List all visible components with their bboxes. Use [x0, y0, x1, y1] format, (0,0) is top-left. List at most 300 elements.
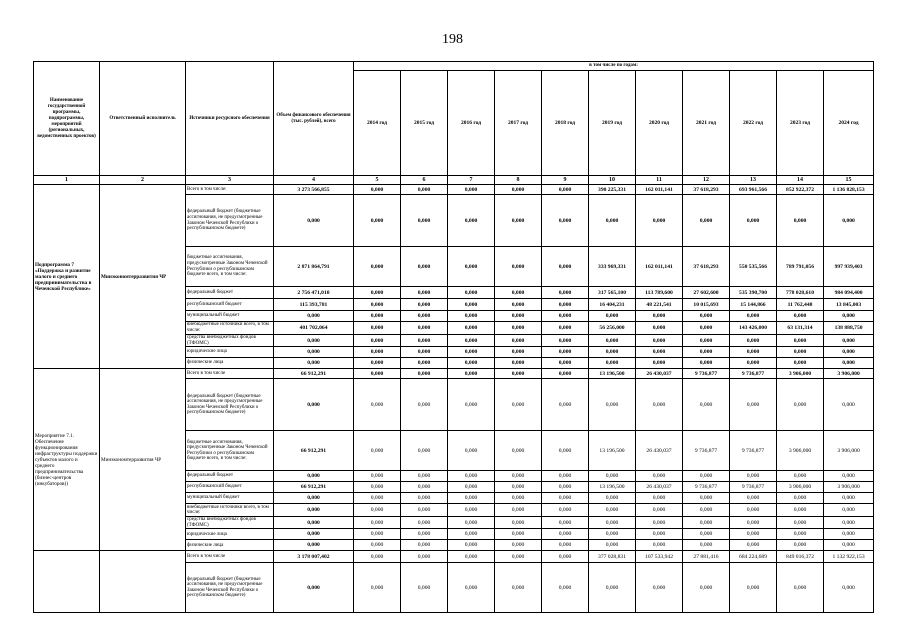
year-value: 0,000	[354, 482, 401, 493]
year-value: 0,000	[777, 471, 824, 482]
year-value: 0,000	[354, 563, 401, 613]
funding-source: физические лица	[186, 358, 274, 369]
year-value: 13 196,500	[589, 482, 636, 493]
table-row	[34, 369, 874, 379]
year-value: 0,000	[495, 185, 542, 195]
funding-source: федеральный бюджет (бюджетные ассигнования, не предусмотренные Законом Чеченской Республики о республиканском бюджете)	[186, 563, 274, 613]
year-value: 138 888,750	[824, 322, 874, 335]
year-value: 48 221,541	[636, 299, 683, 311]
year-value: 0,000	[354, 551, 401, 563]
year-value: 0,000	[542, 493, 589, 504]
year-value: 0,000	[542, 504, 589, 517]
year-value: 0,000	[730, 540, 777, 551]
funding-source: бюджетные ассигнования, предусмотренные Законом Чеченской Республики о республиканском бюджете всего, в том числе:	[186, 431, 274, 471]
year-value: 0,000	[589, 529, 636, 540]
year-value: 13 196,500	[589, 431, 636, 471]
year-value: 3 906,000	[777, 431, 824, 471]
funding-source: федеральный бюджет	[186, 287, 274, 299]
year-value: 0,000	[589, 195, 636, 247]
year-value: 0,000	[730, 471, 777, 482]
funding-source: внебюджетные источники всего, в том числе:	[186, 322, 274, 335]
year-value: 0,000	[589, 379, 636, 431]
year-value: 0,000	[683, 504, 730, 517]
budget-table	[33, 61, 874, 613]
total-value: 0,000	[274, 563, 354, 613]
year-value: 0,000	[495, 540, 542, 551]
year-value: 0,000	[448, 493, 495, 504]
year-value: 107 533,942	[636, 551, 683, 563]
year-value: 0,000	[683, 517, 730, 529]
year-value: 0,000	[683, 471, 730, 482]
year-value: 9 736,877	[683, 369, 730, 379]
year-value: 3 906,000	[824, 369, 874, 379]
year-value: 0,000	[777, 563, 824, 613]
year-value: 9 736,877	[683, 482, 730, 493]
year-value: 0,000	[401, 322, 448, 335]
year-value: 0,000	[730, 563, 777, 613]
funding-source: физические лица	[186, 540, 274, 551]
year-value: 0,000	[495, 358, 542, 369]
year-value: 0,000	[448, 347, 495, 358]
total-value: 0,000	[274, 195, 354, 247]
total-value: 0,000	[274, 504, 354, 517]
column-index: 13	[730, 176, 777, 185]
year-value: 0,000	[542, 247, 589, 287]
year-value: 26 430,037	[636, 482, 683, 493]
year-value: 0,000	[683, 563, 730, 613]
year-value: 0,000	[683, 379, 730, 431]
year-value: 0,000	[824, 529, 874, 540]
total-value: 2 756 471,010	[274, 287, 354, 299]
year-value: 0,000	[683, 311, 730, 322]
total-value: 0,000	[274, 517, 354, 529]
year-value: 0,000	[401, 471, 448, 482]
year-value: 0,000	[354, 493, 401, 504]
year-value: 778 028,610	[777, 287, 824, 299]
year-value: 9 736,877	[683, 431, 730, 471]
total-value: 2 871 864,791	[274, 247, 354, 287]
year-value: 0,000	[824, 504, 874, 517]
funding-source: муниципальный бюджет	[186, 493, 274, 504]
year-value: 0,000	[777, 504, 824, 517]
year-value: 0,000	[542, 347, 589, 358]
year-value: 684 224,689	[730, 551, 777, 563]
year-value: 0,000	[636, 322, 683, 335]
year-value: 0,000	[448, 369, 495, 379]
year-value: 0,000	[542, 471, 589, 482]
year-value: 0,000	[495, 247, 542, 287]
year-value: 0,000	[401, 517, 448, 529]
year-value: 0,000	[777, 540, 824, 551]
year-value: 333 969,331	[589, 247, 636, 287]
year-value: 0,000	[542, 563, 589, 613]
header-year: 2017 год	[495, 71, 542, 176]
year-value: 0,000	[495, 551, 542, 563]
total-value: 0,000	[274, 335, 354, 347]
year-value: 0,000	[354, 195, 401, 247]
total-value: 66 912,291	[274, 369, 354, 379]
year-value: 0,000	[730, 493, 777, 504]
year-value: 0,000	[354, 335, 401, 347]
year-value: 0,000	[824, 195, 874, 247]
year-value: 0,000	[495, 322, 542, 335]
year-value: 0,000	[683, 335, 730, 347]
year-value: 0,000	[448, 471, 495, 482]
year-value: 0,000	[636, 358, 683, 369]
year-value: 13 845,003	[824, 299, 874, 311]
year-value: 0,000	[589, 517, 636, 529]
year-value: 0,000	[401, 335, 448, 347]
year-value: 0,000	[448, 185, 495, 195]
year-value: 0,000	[542, 311, 589, 322]
year-value: 0,000	[448, 322, 495, 335]
year-value: 0,000	[542, 322, 589, 335]
year-value: 0,000	[589, 311, 636, 322]
year-value: 849 016,372	[777, 551, 824, 563]
year-value: 0,000	[636, 471, 683, 482]
year-value: 0,000	[401, 369, 448, 379]
year-value: 0,000	[589, 493, 636, 504]
year-value: 0,000	[448, 517, 495, 529]
header-year: 2016 год	[448, 71, 495, 176]
year-value: 0,000	[354, 185, 401, 195]
funding-source: Всего в том числе	[186, 551, 274, 563]
year-value: 9 736,877	[730, 369, 777, 379]
year-value: 1 132 922,153	[824, 551, 874, 563]
year-value: 0,000	[354, 347, 401, 358]
year-value: 26 430,037	[636, 431, 683, 471]
year-value: 0,000	[354, 471, 401, 482]
year-value: 0,000	[777, 529, 824, 540]
column-index: 15	[824, 176, 874, 185]
column-index: 12	[683, 176, 730, 185]
year-value: 0,000	[354, 517, 401, 529]
year-value: 0,000	[354, 431, 401, 471]
table-header	[34, 62, 874, 185]
year-value: 0,000	[542, 335, 589, 347]
column-index: 1	[34, 176, 100, 185]
year-value: 0,000	[636, 529, 683, 540]
year-value: 0,000	[542, 299, 589, 311]
year-value: 0,000	[401, 379, 448, 431]
column-index: 4	[274, 176, 354, 185]
year-value: 0,000	[636, 563, 683, 613]
year-value: 0,000	[683, 195, 730, 247]
column-index: 14	[777, 176, 824, 185]
year-value: 0,000	[824, 471, 874, 482]
year-value: 9 736,877	[730, 431, 777, 471]
year-value: 0,000	[542, 369, 589, 379]
year-value: 3 906,000	[777, 369, 824, 379]
year-value: 63 131,314	[777, 322, 824, 335]
year-value: 0,000	[448, 311, 495, 322]
year-value: 0,000	[495, 563, 542, 613]
header-total: Объем финансового обеспечения (тыс. рублей), всего	[274, 62, 354, 176]
year-value: 693 961,566	[730, 185, 777, 195]
year-value: 13 196,500	[589, 369, 636, 379]
header-year: 2022 год	[730, 71, 777, 176]
year-value: 0,000	[824, 311, 874, 322]
year-value: 0,000	[354, 529, 401, 540]
year-value: 0,000	[448, 299, 495, 311]
year-value: 390 225,331	[589, 185, 636, 195]
header-year: 2015 год	[401, 71, 448, 176]
year-value: 0,000	[777, 517, 824, 529]
year-value: 162 011,141	[636, 247, 683, 287]
header-year: 2023 год	[777, 71, 824, 176]
header-years-group: в том числе по годам:	[354, 62, 874, 71]
year-value: 0,000	[401, 504, 448, 517]
year-value: 0,000	[401, 299, 448, 311]
funding-source: республиканский бюджет	[186, 299, 274, 311]
year-value: 0,000	[448, 287, 495, 299]
year-value: 0,000	[824, 335, 874, 347]
year-value: 162 011,141	[636, 185, 683, 195]
year-value: 10 015,693	[683, 299, 730, 311]
funding-source: республиканский бюджет	[186, 482, 274, 493]
year-value: 997 939,403	[824, 247, 874, 287]
year-value: 0,000	[777, 493, 824, 504]
year-value: 0,000	[542, 358, 589, 369]
year-value: 0,000	[730, 335, 777, 347]
year-value: 0,000	[495, 379, 542, 431]
total-value: 0,000	[274, 358, 354, 369]
program-name	[34, 551, 100, 613]
year-value: 0,000	[448, 335, 495, 347]
year-value: 0,000	[448, 504, 495, 517]
year-value: 0,000	[636, 335, 683, 347]
year-value: 0,000	[777, 347, 824, 358]
funding-source: Всего в том числе:	[186, 185, 274, 195]
year-value: 0,000	[636, 195, 683, 247]
header-executor: Ответственный исполнитель	[100, 62, 186, 176]
total-value: 115 393,781	[274, 299, 354, 311]
total-value: 0,000	[274, 540, 354, 551]
year-value: 0,000	[636, 517, 683, 529]
total-value: 0,000	[274, 493, 354, 504]
funding-source: средства внебюджетных фондов (ТФОМС)	[186, 335, 274, 347]
year-value: 0,000	[589, 540, 636, 551]
year-value: 3 906,000	[824, 431, 874, 471]
year-value: 0,000	[401, 431, 448, 471]
year-value: 0,000	[542, 431, 589, 471]
year-value: 0,000	[495, 493, 542, 504]
funding-source: федеральный бюджет (бюджетные ассигнования, не предусмотренные Законом Чеченской Республики о республиканском бюджете)	[186, 195, 274, 247]
year-value: 0,000	[824, 563, 874, 613]
header-program: Наименование государственной программы, подпрограммы, мероприятий (региональных, ведомственных проектов)	[34, 62, 100, 176]
year-value: 0,000	[636, 311, 683, 322]
header-year: 2019 год	[589, 71, 636, 176]
year-value: 0,000	[401, 551, 448, 563]
column-index: 11	[636, 176, 683, 185]
year-value: 0,000	[777, 379, 824, 431]
column-index: 7	[448, 176, 495, 185]
year-value: 0,000	[354, 299, 401, 311]
year-value: 0,000	[777, 195, 824, 247]
year-value: 37 618,293	[683, 185, 730, 195]
funding-source: юридические лица	[186, 347, 274, 358]
year-value: 0,000	[589, 335, 636, 347]
total-value: 3 178 007,402	[274, 551, 354, 563]
header-year: 2018 год	[542, 71, 589, 176]
year-value: 0,000	[683, 540, 730, 551]
executor-name: Минэкономтерразвития ЧР	[100, 185, 186, 369]
year-value: 0,000	[495, 431, 542, 471]
total-value: 0,000	[274, 379, 354, 431]
year-value: 0,000	[636, 379, 683, 431]
year-value: 0,000	[683, 529, 730, 540]
year-value: 0,000	[683, 322, 730, 335]
year-value: 0,000	[683, 347, 730, 358]
total-value: 0,000	[274, 471, 354, 482]
year-value: 0,000	[777, 311, 824, 322]
year-value: 789 791,056	[777, 247, 824, 287]
year-value: 0,000	[448, 563, 495, 613]
executor-name: Минэкономтерразвития ЧР	[100, 369, 186, 551]
year-value: 3 906,000	[777, 482, 824, 493]
year-value: 0,000	[636, 493, 683, 504]
column-index: 8	[495, 176, 542, 185]
year-value: 0,000	[448, 379, 495, 431]
table-row	[34, 185, 874, 195]
year-value: 0,000	[448, 529, 495, 540]
year-value: 317 565,100	[589, 287, 636, 299]
year-value: 0,000	[730, 504, 777, 517]
year-value: 0,000	[589, 504, 636, 517]
funding-source: бюджетные ассигнования, предусмотренные Законом Чеченской Республики о республиканском бюджете всего, в том числе:	[186, 247, 274, 287]
column-index: 3	[186, 176, 274, 185]
year-value: 0,000	[730, 358, 777, 369]
year-value: 0,000	[401, 247, 448, 287]
total-value: 66 912,291	[274, 482, 354, 493]
year-value: 0,000	[401, 493, 448, 504]
total-value: 0,000	[274, 529, 354, 540]
total-value: 66 912,291	[274, 431, 354, 471]
year-value: 15 144,866	[730, 299, 777, 311]
year-value: 0,000	[495, 529, 542, 540]
year-value: 0,000	[495, 482, 542, 493]
year-value: 0,000	[354, 369, 401, 379]
year-value: 0,000	[730, 347, 777, 358]
year-value: 0,000	[495, 504, 542, 517]
funding-source: федеральный бюджет	[186, 471, 274, 482]
total-value: 0,000	[274, 311, 354, 322]
funding-source: средства внебюджетных фондов (ТФОМС)	[186, 517, 274, 529]
year-value: 0,000	[495, 311, 542, 322]
year-value: 0,000	[683, 493, 730, 504]
year-value: 535 390,700	[730, 287, 777, 299]
year-value: 0,000	[401, 185, 448, 195]
year-value: 0,000	[401, 195, 448, 247]
column-index: 10	[589, 176, 636, 185]
year-value: 0,000	[824, 379, 874, 431]
year-value: 0,000	[542, 185, 589, 195]
funding-source: Всего в том числе	[186, 369, 274, 379]
year-value: 0,000	[636, 347, 683, 358]
year-value: 0,000	[354, 358, 401, 369]
program-name: Подпрограмма 7 «Поддержка и развитие малого и среднего предпринимательства в Чеченской Республике»	[34, 185, 100, 369]
year-value: 0,000	[354, 247, 401, 287]
year-value: 0,000	[683, 358, 730, 369]
header-year: 2014 год	[354, 71, 401, 176]
year-value: 0,000	[542, 529, 589, 540]
year-value: 26 430,037	[636, 369, 683, 379]
year-value: 0,000	[495, 369, 542, 379]
header-year: 2020 год	[636, 71, 683, 176]
year-value: 0,000	[495, 517, 542, 529]
year-value: 0,000	[730, 311, 777, 322]
funding-source: федеральный бюджет (бюджетные ассигнования, не предусмотренные Законом Чеченской Республики о республиканском бюджете)	[186, 379, 274, 431]
year-value: 0,000	[542, 517, 589, 529]
year-value: 37 618,293	[683, 247, 730, 287]
year-value: 0,000	[354, 322, 401, 335]
year-value: 0,000	[730, 379, 777, 431]
column-index: 2	[100, 176, 186, 185]
year-value: 852 922,372	[777, 185, 824, 195]
year-value: 9 736,877	[730, 482, 777, 493]
column-index: 6	[401, 176, 448, 185]
year-value: 0,000	[495, 471, 542, 482]
year-value: 0,000	[495, 195, 542, 247]
year-value: 0,000	[495, 299, 542, 311]
year-value: 0,000	[354, 540, 401, 551]
year-value: 0,000	[730, 529, 777, 540]
year-value: 0,000	[824, 517, 874, 529]
year-value: 0,000	[589, 563, 636, 613]
year-value: 0,000	[730, 517, 777, 529]
year-value: 0,000	[401, 311, 448, 322]
year-value: 0,000	[730, 195, 777, 247]
year-value: 0,000	[448, 540, 495, 551]
year-value: 16 404,231	[589, 299, 636, 311]
header-source: Источники ресурсного обеспечения	[186, 62, 274, 176]
year-value: 0,000	[542, 195, 589, 247]
year-value: 113 789,600	[636, 287, 683, 299]
year-value: 0,000	[589, 347, 636, 358]
year-value: 0,000	[542, 379, 589, 431]
year-value: 27 602,600	[683, 287, 730, 299]
year-value: 377 028,831	[589, 551, 636, 563]
header-year: 2024 год	[824, 71, 874, 176]
year-value: 0,000	[542, 540, 589, 551]
total-value: 3 273 566,855	[274, 185, 354, 195]
year-value: 0,000	[401, 347, 448, 358]
year-value: 0,000	[542, 287, 589, 299]
year-value: 0,000	[401, 529, 448, 540]
year-value: 0,000	[401, 540, 448, 551]
year-value: 0,000	[824, 540, 874, 551]
year-value: 0,000	[354, 287, 401, 299]
year-value: 0,000	[401, 563, 448, 613]
year-value: 0,000	[542, 551, 589, 563]
year-value: 0,000	[448, 358, 495, 369]
year-value: 0,000	[824, 358, 874, 369]
year-value: 0,000	[542, 482, 589, 493]
year-value: 0,000	[354, 379, 401, 431]
total-value: 401 702,064	[274, 322, 354, 335]
year-value: 0,000	[448, 247, 495, 287]
year-value: 0,000	[354, 311, 401, 322]
year-value: 143 426,000	[730, 322, 777, 335]
program-name: Мероприятие 7.1. Обеспечение функционирования инфраструктуры поддержки субъектов малого и среднего предпринимательства (бизнес-центров (инкубаторов))	[34, 369, 100, 551]
year-value: 0,000	[401, 287, 448, 299]
column-index: 5	[354, 176, 401, 185]
year-value: 0,000	[824, 493, 874, 504]
year-value: 56 256,000	[589, 322, 636, 335]
year-value: 0,000	[589, 471, 636, 482]
year-value: 0,000	[448, 551, 495, 563]
year-value: 0,000	[495, 347, 542, 358]
